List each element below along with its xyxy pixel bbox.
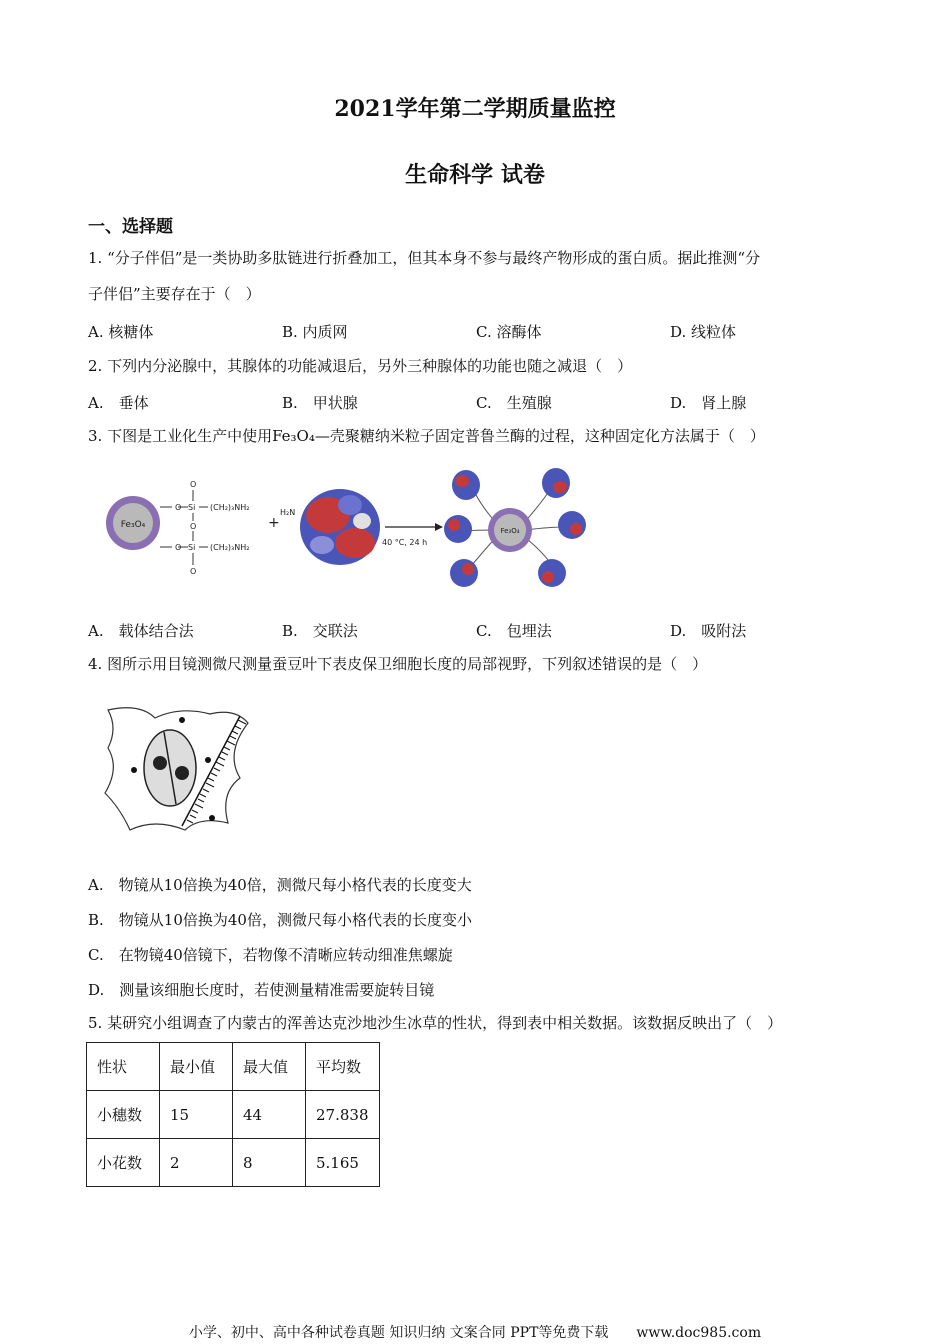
amine-label: H₂N xyxy=(280,508,296,517)
q4-stem: 4. 图所示用目镜测微尺测量蚕豆叶下表皮保卫细胞长度的局部视野，下列叙述错误的是（ ） xyxy=(88,655,708,673)
table-cell: 27.838 xyxy=(306,1091,380,1139)
reaction-condition: 40 °C, 24 h xyxy=(382,538,428,547)
q1-option-c: C. 溶酶体 xyxy=(476,323,542,341)
table-row xyxy=(87,1139,380,1187)
table-header-cell: 性状 xyxy=(87,1043,160,1091)
chloroplast-dot xyxy=(205,757,211,763)
nucleus-left xyxy=(153,756,167,770)
q1-option-d: D. 线粒体 xyxy=(670,323,737,341)
o-label: O xyxy=(190,480,197,489)
plus-sign: + xyxy=(268,515,280,531)
q1-stem-line1: 1. “分子伴侣”是一类协助多肽链进行折叠加工，但其本身不参与最终产物形成的蛋白质。据此推测“分 xyxy=(88,249,761,267)
table-cell: 8 xyxy=(233,1139,306,1187)
table-header-cell: 最大值 xyxy=(233,1043,306,1091)
q1-stem-line2: 子伴侣”主要存在于（ ） xyxy=(88,285,261,303)
trait-data-table xyxy=(86,1042,380,1187)
q2-option-a: A. 垂体 xyxy=(88,394,149,412)
chloroplast-dot xyxy=(179,717,185,723)
q4-option-b: B. 物镜从10倍换为40倍，测微尺每小格代表的长度变小 xyxy=(88,911,472,929)
table-cell: 小花数 xyxy=(87,1139,160,1187)
chain-label-bottom: (CH₂)₃NH₂ xyxy=(210,543,250,552)
q4-option-a: A. 物镜从10倍换为40倍，测微尺每小格代表的长度变大 xyxy=(88,876,472,894)
core-label-left: Fe₃O₄ xyxy=(120,520,146,530)
page-footer: 小学、初中、高中各种试卷真题 知识归纳 文案合同 PPT等免费下载 www.doc985.com xyxy=(188,1325,762,1341)
exam-title: 2021学年第二学期质量监控 xyxy=(334,96,616,122)
q5-stem: 5. 某研究小组调查了内蒙古的浑善达克沙地沙生冰草的性状，得到表中相关数据。该数据反映出了（ ） xyxy=(88,1014,783,1032)
q3-option-a: A. 载体结合法 xyxy=(88,622,194,640)
o-label: O xyxy=(190,522,197,531)
q1-option-b: B. 内质网 xyxy=(282,323,348,341)
q3-option-b: B. 交联法 xyxy=(282,622,358,640)
nucleus-right xyxy=(175,766,189,780)
q4-option-c: C. 在物镜40倍镜下，若物像不清晰应转动细准焦螺旋 xyxy=(88,946,453,964)
silane-linker xyxy=(160,490,208,565)
table-cell: 小穗数 xyxy=(87,1091,160,1139)
chloroplast-dot xyxy=(209,815,215,821)
si-label: Si xyxy=(188,543,196,552)
table-header-row xyxy=(87,1043,380,1091)
table-cell: 5.165 xyxy=(306,1139,380,1187)
chloroplast-dot xyxy=(131,767,137,773)
q4-option-d: D. 测量该细胞长度时，若使测量精准需要旋转目镜 xyxy=(88,981,435,999)
arrow-head xyxy=(435,523,443,531)
o-label: O xyxy=(175,543,182,552)
chain-label-top: (CH₂)₃NH₂ xyxy=(210,503,250,512)
table-cell: 44 xyxy=(233,1091,306,1139)
si-label: Si xyxy=(188,503,196,512)
table-row xyxy=(87,1091,380,1139)
enzyme-immobilization-figure xyxy=(100,465,600,595)
o-label: O xyxy=(190,567,197,576)
core-label-right: Fe₃O₄ xyxy=(500,527,520,535)
enzyme-molecule xyxy=(300,489,380,565)
q1-option-a: A. 核糖体 xyxy=(88,323,154,341)
q2-stem: 2. 下列内分泌腺中，其腺体的功能减退后，另外三种腺体的功能也随之减退（ ） xyxy=(88,357,633,375)
table-header-cell: 最小值 xyxy=(160,1043,233,1091)
exam-subtitle: 生命科学 试卷 xyxy=(405,162,545,188)
section-heading: 一、选择题 xyxy=(88,217,173,237)
table-header-cell: 平均数 xyxy=(306,1043,380,1091)
q2-option-d: D. 肾上腺 xyxy=(670,394,747,412)
o-label: O xyxy=(175,503,182,512)
q3-option-c: C. 包埋法 xyxy=(476,622,552,640)
table-cell: 2 xyxy=(160,1139,233,1187)
q3-stem: 3. 下图是工业化生产中使用Fe₃O₄—壳聚糖纳米粒子固定普鲁兰酶的过程，这种固定化方法属于（ ） xyxy=(88,427,765,445)
q2-option-c: C. 生殖腺 xyxy=(476,394,552,412)
q3-option-d: D. 吸附法 xyxy=(670,622,747,640)
guard-cell-micrometer-figure xyxy=(100,698,260,838)
table-cell: 15 xyxy=(160,1091,233,1139)
q2-option-b: B. 甲状腺 xyxy=(282,394,358,412)
